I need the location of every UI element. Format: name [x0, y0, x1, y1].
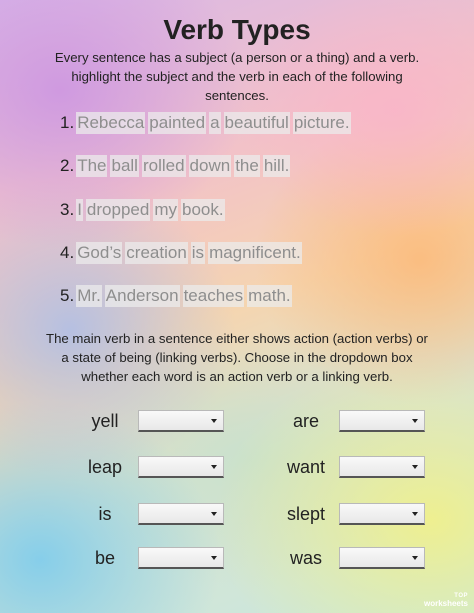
- sentence-number: 1.: [60, 113, 75, 132]
- chevron-down-icon: [211, 512, 217, 516]
- verb-item-was: [275, 547, 425, 569]
- verb-label: yell: [91, 410, 119, 431]
- chevron-down-icon: [412, 512, 418, 516]
- highlightable-word[interactable]: picture.: [293, 113, 350, 132]
- brand-line-2: worksheets: [423, 599, 468, 608]
- highlightable-word[interactable]: I: [77, 200, 82, 219]
- highlightable-word[interactable]: beautiful: [224, 113, 289, 132]
- sentence-number: 3.: [60, 200, 75, 219]
- chevron-down-icon: [412, 465, 418, 469]
- verb-item-is: [74, 503, 224, 525]
- verb-item-slept: [275, 503, 425, 525]
- highlightable-word[interactable]: down: [189, 156, 231, 175]
- chevron-down-icon: [211, 465, 217, 469]
- chevron-down-icon: [412, 556, 418, 560]
- verb-item-yell: [74, 410, 224, 432]
- highlightable-word[interactable]: a: [210, 113, 220, 132]
- verb-item-be: [74, 547, 224, 569]
- highlightable-word[interactable]: hill.: [263, 156, 290, 175]
- verb-label: is: [98, 503, 112, 524]
- sentence-2: [60, 154, 293, 178]
- verb-type-dropdown[interactable]: [339, 456, 425, 478]
- verb-type-dropdown[interactable]: [138, 503, 224, 525]
- highlightable-word[interactable]: math.: [248, 286, 291, 305]
- highlightable-word[interactable]: my: [154, 200, 177, 219]
- chevron-down-icon: [211, 556, 217, 560]
- highlightable-word[interactable]: book.: [181, 200, 224, 219]
- highlightable-word[interactable]: rolled: [142, 156, 185, 175]
- verb-type-dropdown[interactable]: [138, 547, 224, 569]
- verb-label: slept: [286, 503, 326, 524]
- verb-item-are: [275, 410, 425, 432]
- verb-label: are: [292, 410, 319, 431]
- sentence-number: 2.: [60, 156, 75, 175]
- sentence-number: 5.: [60, 286, 75, 305]
- instructions-dropdown: The main verb in a sentence either shows action (action verbs) or a state of being (linking verbs). Choose in the dropdown box whether each word is an action verb or a linking verb.: [46, 331, 428, 384]
- highlightable-word[interactable]: is: [191, 243, 205, 262]
- verb-type-dropdown[interactable]: [339, 503, 425, 525]
- brand-line-1: TOP: [454, 593, 468, 599]
- verb-type-dropdown[interactable]: [138, 410, 224, 432]
- highlightable-word[interactable]: The: [77, 156, 107, 175]
- sentence-3: [60, 198, 228, 222]
- verb-label: be: [94, 547, 116, 568]
- highlightable-word[interactable]: Mr.: [77, 286, 101, 305]
- highlightable-word[interactable]: creation: [126, 243, 187, 262]
- verb-label: want: [286, 456, 326, 477]
- highlightable-word[interactable]: ball: [111, 156, 138, 175]
- highlightable-word[interactable]: Anderson: [105, 286, 179, 305]
- highlightable-word[interactable]: God’s: [77, 243, 122, 262]
- highlightable-word[interactable]: magnificent.: [209, 243, 301, 262]
- verb-type-dropdown[interactable]: [339, 410, 425, 432]
- verb-type-dropdown[interactable]: [138, 456, 224, 478]
- highlightable-word[interactable]: teaches: [183, 286, 244, 305]
- verb-item-want: [275, 456, 425, 478]
- page-title: Verb Types: [163, 14, 311, 45]
- brand-logo: [424, 592, 468, 608]
- highlightable-word[interactable]: Rebecca: [77, 113, 145, 132]
- sentence-number: 4.: [60, 243, 75, 262]
- verb-label: leap: [87, 456, 123, 477]
- instructions-highlight: Every sentence has a subject (a person or a thing) and a verb. highlight the subject and the verb in each of the following sentences.: [54, 50, 420, 103]
- highlightable-word[interactable]: dropped: [86, 200, 150, 219]
- chevron-down-icon: [211, 419, 217, 423]
- highlightable-word[interactable]: the: [235, 156, 259, 175]
- verb-type-dropdown[interactable]: [339, 547, 425, 569]
- sentence-1: [60, 111, 354, 135]
- sentence-4: [60, 241, 305, 265]
- verb-label: was: [289, 547, 322, 568]
- sentence-5: [60, 284, 295, 308]
- chevron-down-icon: [412, 419, 418, 423]
- verb-item-leap: [74, 456, 224, 478]
- highlightable-word[interactable]: painted: [149, 113, 206, 132]
